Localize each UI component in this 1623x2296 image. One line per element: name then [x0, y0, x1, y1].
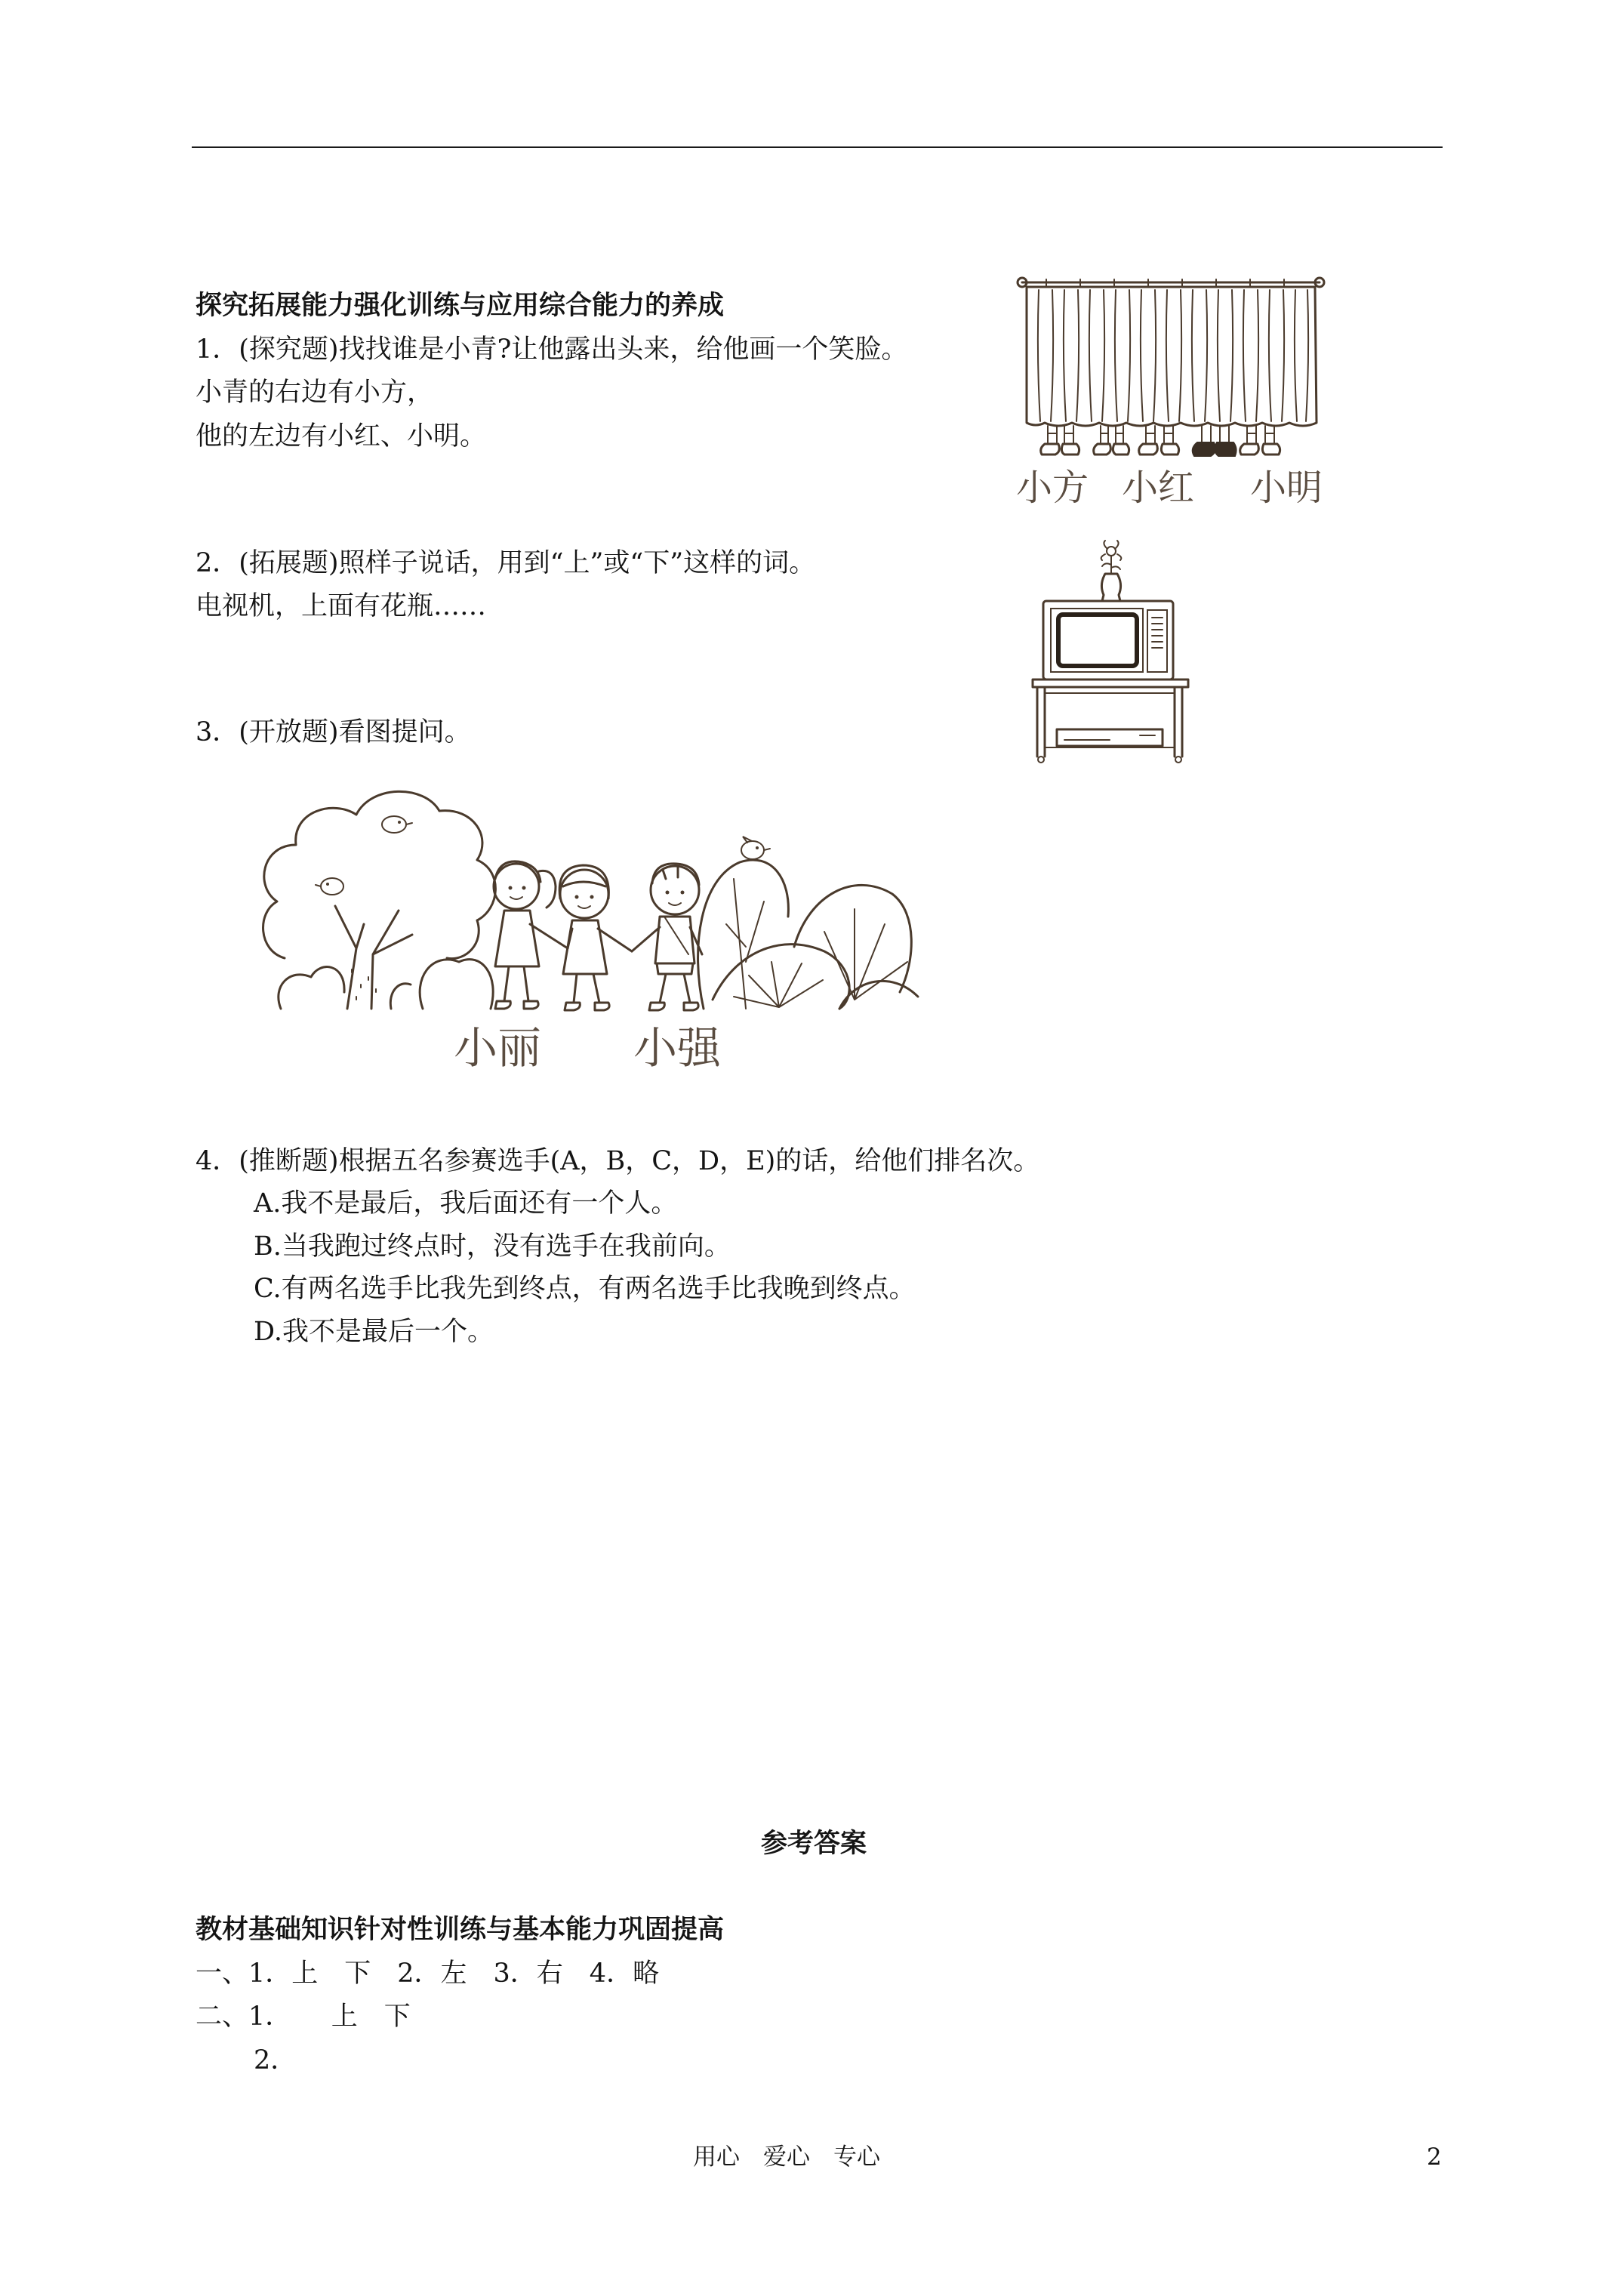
kids-label-xiaoli: 小丽 — [454, 1022, 542, 1074]
feet-pair-5 — [1240, 426, 1280, 455]
tree-left — [263, 791, 496, 1009]
curtain-outline — [1027, 287, 1317, 426]
bushes-right — [698, 860, 918, 1009]
question-1-line-2: 小青的右边有小方， — [196, 378, 434, 408]
answer-line-1: 一、1．上 下 2．左 3．右 4．略 — [196, 1959, 660, 1989]
question-4-statement-c: C.有两名选手比我先到终点，有两名选手比我晚到终点。 — [254, 1274, 916, 1304]
question-2: 2．(拓展题)照样子说话，用到“上”或“下”这样的词。 — [196, 548, 816, 578]
tv-stand — [1033, 680, 1188, 763]
page-number: 2 — [1427, 2143, 1442, 2171]
question-1-line-3: 他的左边有小红、小明。 — [196, 421, 487, 451]
question-3: 3．(开放题)看图提问。 — [196, 717, 471, 747]
kid-boy — [632, 864, 702, 1010]
answer-line-2-sub: 2． — [254, 2045, 297, 2076]
question-4: 4．(推断题)根据五名参赛选手(A，B，C，D，E)的话，给他们排名次。 — [196, 1146, 1040, 1176]
feet-pair-1 — [1041, 426, 1079, 455]
curtain-label-xiaohong: 小红 — [1122, 467, 1195, 509]
kids-illustration — [251, 773, 921, 1075]
curtain-label-xiaofang: 小方 — [1016, 467, 1089, 509]
curtain-label-xiaoming: 小明 — [1250, 467, 1323, 509]
question-1: 1．(探究题)找找谁是小青?让他露出头来，给他画一个笑脸。 — [196, 334, 908, 365]
answer-line-2: 二、1． 上 下 — [196, 2002, 411, 2032]
kids-label-xiaoqiang: 小强 — [633, 1022, 722, 1074]
bird-in-tree-1 — [382, 816, 412, 833]
tv-drawing — [1027, 542, 1193, 763]
curtain-rod — [1018, 278, 1324, 287]
question-4-statement-b: B.当我跑过终点时，没有选手在我前向。 — [254, 1231, 731, 1262]
flower-vase — [1101, 541, 1122, 601]
kid-girl-ponytail — [494, 861, 568, 1009]
answers-title: 参考答案 — [761, 1828, 867, 1859]
television — [1043, 601, 1173, 680]
section-title: 探究拓展能力强化训练与应用综合能力的养成 — [196, 290, 725, 321]
question-4-statement-a: A.我不是最后，我后面还有一个人。 — [254, 1188, 678, 1219]
footer-motto: 用心 爱心 专心 — [693, 2143, 880, 2171]
header-rule — [192, 146, 1443, 148]
bird-in-tree-2 — [316, 878, 343, 895]
feet-pair-3 — [1139, 426, 1179, 455]
answers-section-title: 教材基础知识针对性训练与基本能力巩固提高 — [196, 1914, 725, 1945]
kids-drawing — [251, 773, 921, 1075]
feet-pair-2 — [1094, 426, 1129, 455]
curtain-drawing — [1016, 273, 1326, 515]
feet-pair-4 — [1193, 426, 1236, 456]
tv-illustration — [1027, 542, 1193, 763]
kid-girl-bob — [559, 865, 632, 1010]
question-2-example: 电视机，上面有花瓶…… — [196, 591, 487, 621]
question-4-statement-d: D.我不是最后一个。 — [254, 1317, 494, 1347]
curtain-illustration — [1016, 273, 1326, 515]
bird-on-bush — [741, 837, 770, 859]
curtain-folds — [1038, 290, 1308, 421]
